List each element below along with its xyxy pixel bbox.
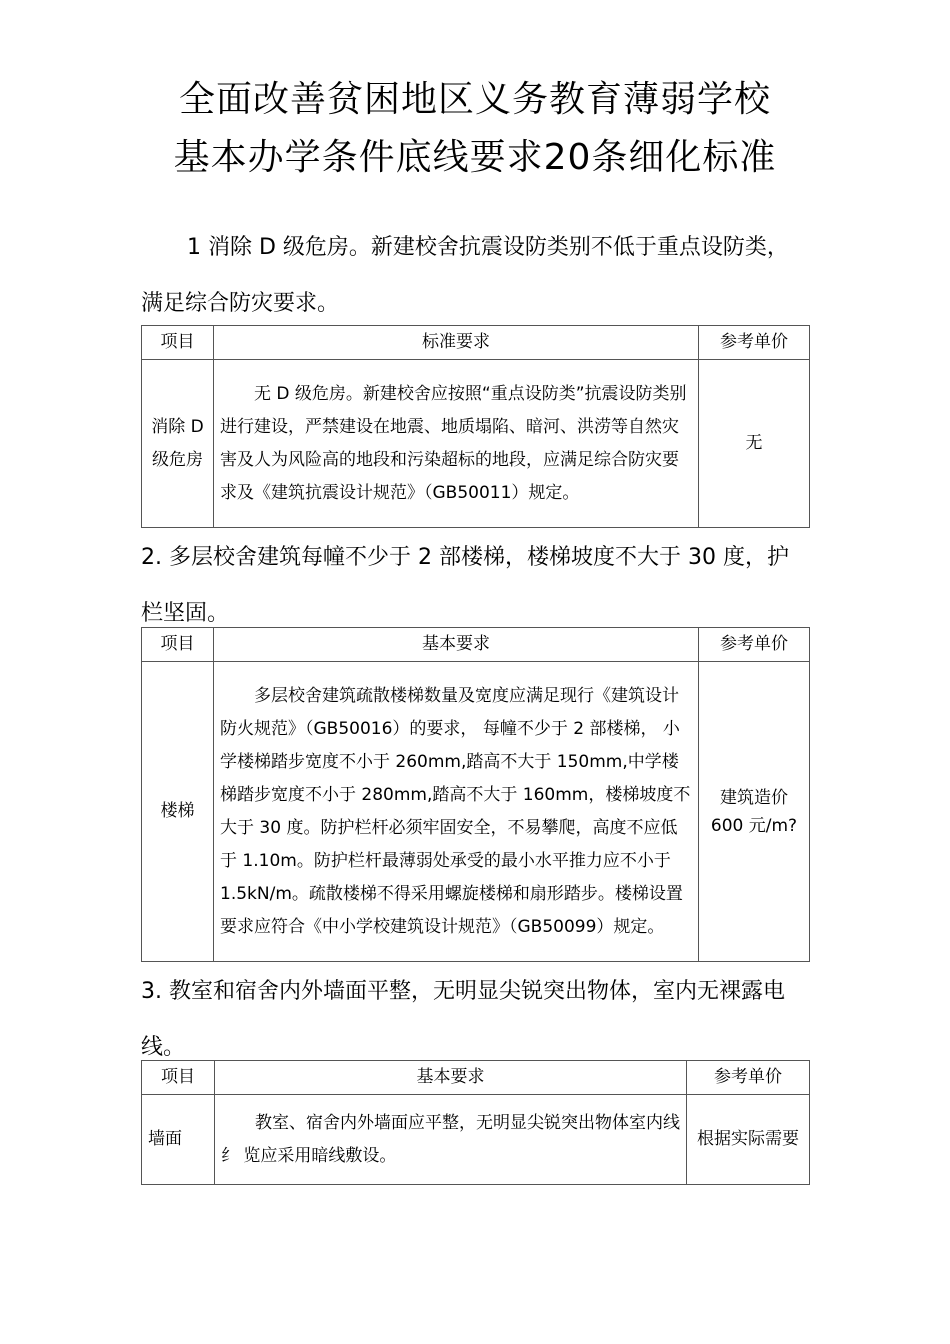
header-price: 参考单价 xyxy=(699,628,810,662)
document-title-line-2: 基本办学条件底线要求20条细化标准 xyxy=(173,137,777,178)
header-requirement: 基本要求 xyxy=(214,628,699,662)
header-item: 项目 xyxy=(142,628,214,662)
row-requirement: 多层校舍建筑疏散楼梯数量及宽度应满足现行《建筑设计防火规范》（GB50016）的要求， 每幢不少于 2 部楼梯， 小学楼梯踏步宽度不小于 260mm,踏高不大于 150mm,中学楼梯踏步宽度不小于 280mm,踏高不大于 160mm，楼梯坡度不大于 30 度。防护栏杆必须牢固安全，不易攀爬，高度不应低于 1.10m。防护栏杆最薄弱处承受的最小水平推力应不小于 1.5kN/m。疏散楼梯不得采用螺旋楼梯和扇形踏步。楼梯设置要求应符合《中小学校建筑设计规范》（GB50099）规定。 xyxy=(214,662,699,962)
table-row xyxy=(142,1095,810,1185)
document-title-line-1: 全面改善贫困地区义务教育薄弱学校 xyxy=(178,79,771,120)
row-requirement: 教室、宿舍内外墙面应平整，无明显尖锐突出物体室内线纟 览应采用暗线敷设。 xyxy=(215,1095,687,1185)
row-requirement: 无 D 级危房。新建校舍应按照“重点设防类”抗震设防类别进行建设，严禁建设在地震、地质塌陷、暗河、洪涝等自然灾害及人为风险高的地段和污染超标的地段，应满足综合防灾要求及《建筑抗震设计规范》（GB50011）规定。 xyxy=(214,360,699,528)
table-header-row xyxy=(142,326,810,360)
header-requirement: 标准要求 xyxy=(214,326,699,360)
section-1-table xyxy=(141,325,810,528)
header-price: 参考单价 xyxy=(687,1061,810,1095)
row-price: 建筑造价 600 元/m? xyxy=(699,662,810,962)
section-3-table xyxy=(141,1060,810,1185)
row-item: 消除 D 级危房 xyxy=(142,360,214,528)
table-row xyxy=(142,360,810,528)
section-2-heading: 2. 多层校舍建筑每幢不少于 2 部楼梯，楼梯坡度不大于 30 度，护栏坚固。 xyxy=(141,545,789,626)
row-item: 楼梯 xyxy=(142,662,214,962)
section-1-heading: 1 消除 D 级危房。新建校舍抗震设防类别不低于重点设防类，满足综合防灾要求。 xyxy=(141,235,789,316)
table-row xyxy=(142,662,810,962)
row-item: 墙面 xyxy=(142,1095,215,1185)
row-price: 无 xyxy=(699,360,810,528)
section-2-table xyxy=(141,627,810,962)
table-header-row xyxy=(142,628,810,662)
row-price: 根据实际需要 xyxy=(687,1095,810,1185)
header-requirement: 基本要求 xyxy=(215,1061,687,1095)
table-header-row xyxy=(142,1061,810,1095)
header-item: 项目 xyxy=(142,1061,215,1095)
section-3-heading: 3. 教室和宿舍内外墙面平整，无明显尖锐突出物体，室内无裸露电线。 xyxy=(141,979,785,1060)
header-price: 参考单价 xyxy=(699,326,810,360)
header-item: 项目 xyxy=(142,326,214,360)
